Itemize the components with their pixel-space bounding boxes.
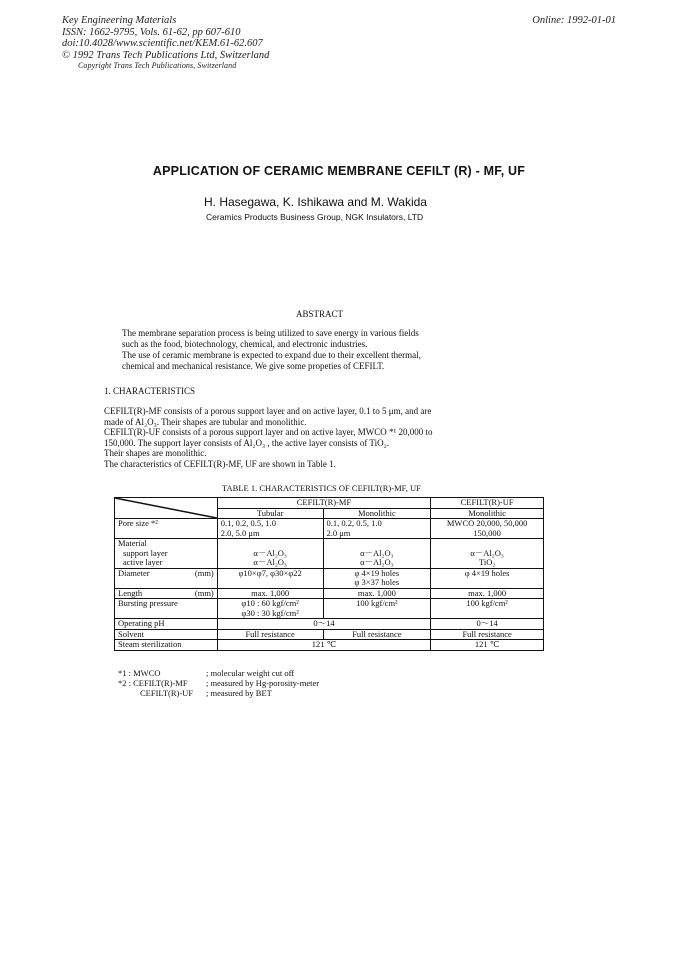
paper-authors: H. Hasegawa, K. Ishikawa and M. Wakida bbox=[204, 195, 427, 209]
online-date: Online: 1992-01-01 bbox=[532, 15, 616, 26]
col-header-monolithic-uf: Monolithic bbox=[431, 508, 544, 519]
table-cell: max. 1,000 bbox=[217, 588, 323, 599]
table-cell: 100 kgf/cm² bbox=[323, 599, 431, 619]
table-cell: max. 1,000 bbox=[323, 588, 431, 599]
table-cell: 100 kgf/cm² bbox=[431, 599, 544, 619]
table-cell: 0.1, 0.2, 0.5, 1.0 2.0, 5.0 μm bbox=[217, 519, 323, 539]
table-row bbox=[115, 619, 544, 630]
journal-header bbox=[62, 15, 269, 70]
copyright-small: Copyright Trans Tech Publications, Switzerland bbox=[78, 61, 237, 70]
table-cell: α－Al₂O₃ TiO₂ bbox=[431, 539, 544, 569]
abstract-line: chemical and mechanical resistance. We give some propeties of CEFILT. bbox=[122, 361, 385, 371]
row-label: Diameter (mm) bbox=[115, 568, 218, 588]
table-cell: 121 ℃ bbox=[431, 640, 544, 651]
row-label: Steam sterilization bbox=[115, 640, 218, 651]
table-notes bbox=[118, 668, 319, 698]
table-cell: Full resistance bbox=[323, 629, 431, 640]
table-cell: φ 4×19 holes bbox=[431, 568, 544, 588]
journal-name: Key Engineering Materials bbox=[62, 15, 177, 26]
group-header-uf: CEFILT(R)-UF bbox=[431, 498, 544, 509]
table-row bbox=[115, 568, 544, 588]
abstract-heading: ABSTRACT bbox=[296, 309, 344, 319]
footnote: *1 : MWCO ; molecular weight cut off bbox=[118, 668, 295, 678]
body-line: Their shapes are monolithic. bbox=[104, 448, 207, 459]
paper-title: APPLICATION OF CERAMIC MEMBRANE CEFILT (R) - MF, UF bbox=[152, 164, 526, 178]
table-cell: φ10 : 60 kgf/cm² φ30 : 30 kgf/cm² bbox=[217, 599, 323, 619]
table-cell: Full resistance bbox=[217, 629, 323, 640]
table-cell: φ 4×19 holes φ 3×37 holes bbox=[323, 568, 431, 588]
table-cell: φ10×φ7, φ30×φ22 bbox=[217, 568, 323, 588]
table-cell: 0～14 bbox=[217, 619, 430, 630]
row-label: Material support layer active layer bbox=[115, 539, 218, 569]
table-cell: Full resistance bbox=[431, 629, 544, 640]
body-line: CEFILT(R)-MF consists of a porous support layer and on active layer, 0.1 to 5 μm, and are bbox=[104, 406, 432, 416]
row-label: Bursting pressure bbox=[115, 599, 218, 619]
footnote: CEFILT(R)-UF ; measured by BET bbox=[140, 688, 272, 698]
col-header-monolithic-mf: Monolithic bbox=[323, 508, 431, 519]
table-cell: α－Al₂O₃ α－Al₂O₃ bbox=[323, 539, 431, 569]
table-cell: 0.1, 0.2, 0.5, 1.0 2.0 μm bbox=[323, 519, 431, 539]
footnote: *2 : CEFILT(R)-MF ; measured by Hg-porosity-meter bbox=[118, 678, 320, 688]
characteristics-table bbox=[114, 497, 544, 651]
table-cell: 0～14 bbox=[431, 619, 544, 630]
row-label: Pore size *² bbox=[115, 519, 218, 539]
copyright-line: © 1992 Trans Tech Publications Ltd, Switzerland bbox=[62, 49, 270, 61]
table-row bbox=[115, 629, 544, 640]
abstract-line: such as the food, biotechnology, chemical, and electronic industries. bbox=[122, 339, 368, 349]
section-text bbox=[104, 406, 560, 470]
group-header-mf: CEFILT(R)-MF bbox=[217, 498, 430, 509]
table-row bbox=[115, 588, 544, 599]
table-row bbox=[115, 519, 544, 539]
body-line: CEFILT(R)-UF consists of a porous support layer and on active layer, MWCO *¹ 20,000 to bbox=[104, 427, 433, 438]
table-cell: MWCO 20,000, 50,000 150,000 bbox=[431, 519, 544, 539]
doi-link[interactable]: doi:10.4028/www.scientific.net/KEM.61-62.607 bbox=[62, 38, 263, 49]
table-row bbox=[115, 599, 544, 619]
row-label: Solvent bbox=[115, 629, 218, 640]
table-cell: 121 ℃ bbox=[217, 640, 430, 651]
section-heading: 1. CHARACTERISTICS bbox=[104, 386, 196, 396]
table-caption: TABLE 1. CHARACTERISTICS OF CEFILT(R)-MF, UF bbox=[222, 483, 421, 493]
table-corner bbox=[115, 498, 218, 519]
body-line: The characteristics of CEFILT(R)-MF, UF are shown in Table 1. bbox=[104, 458, 336, 469]
table-cell: max. 1,000 bbox=[431, 588, 544, 599]
abstract-line: The membrane separation process is being utilized to save energy in various fields bbox=[122, 328, 419, 338]
body-line: made of Al₂O₃. Their shapes are tubular and monolithic. bbox=[104, 416, 307, 427]
table-row bbox=[115, 640, 544, 651]
body-line: 150,000. The support layer consists of Al₂O₃ , the active layer consists of TiO₂. bbox=[104, 437, 389, 448]
paper-affiliation: Ceramics Products Business Group, NGK Insulators, LTD bbox=[206, 212, 424, 222]
issn-line: ISSN: 1662-9795, Vols. 61-62, pp 607-610 bbox=[62, 26, 241, 38]
table-row bbox=[115, 539, 544, 569]
abstract-text bbox=[122, 328, 562, 372]
table-cell: α－Al₂O₃ α－Al₂O₃ bbox=[217, 539, 323, 569]
abstract-line: The use of ceramic membrane is expected to expand due to their excellent thermal, bbox=[122, 350, 421, 360]
row-label: Length (mm) bbox=[115, 588, 218, 599]
row-label: Operating pH bbox=[115, 619, 218, 630]
col-header-tubular: Tubular bbox=[217, 508, 323, 519]
